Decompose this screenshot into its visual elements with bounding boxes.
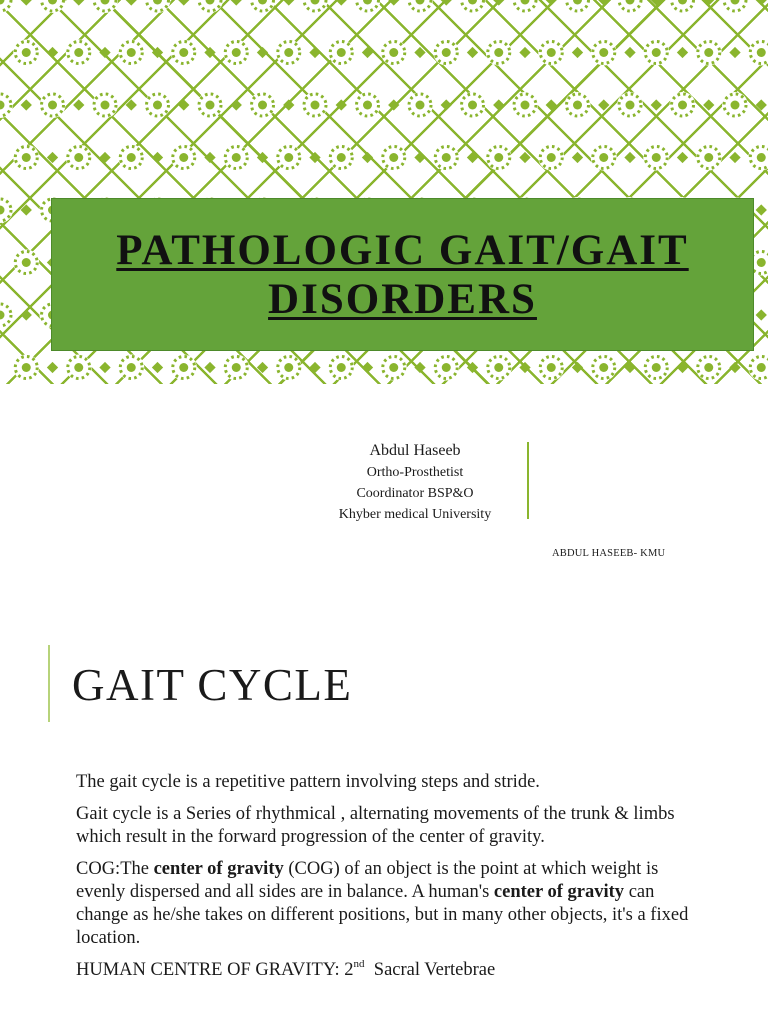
pattern-diamond [572,152,583,163]
pattern-diamond [651,0,662,6]
pattern-diamond [729,152,740,163]
paragraph-gait-series: Gait cycle is a Series of rhythmical , alternating movements of the trunk & limbs which result in the forward progression of the center of gravity. [76,804,675,847]
pattern-center-dot [284,363,293,372]
pattern-diamond [414,47,425,58]
pattern-diamond [756,99,767,110]
pattern-diamond [729,362,740,373]
pattern-center-dot [179,363,188,372]
pattern-center-dot [494,363,503,372]
pattern-diamond [624,152,635,163]
pattern-diamond [47,152,58,163]
pattern-center-dot [337,153,346,162]
pattern-diamond [152,362,163,373]
section-accent-rule [48,645,50,722]
pattern-center-dot [389,48,398,57]
pattern-diamond [99,47,110,58]
pattern-center-dot [284,48,293,57]
pattern-diamond [677,47,688,58]
pattern-diamond [231,0,242,6]
pattern-diamond [283,99,294,110]
pattern-center-dot [442,153,451,162]
pattern-center-dot [311,101,320,110]
pattern-center-dot [626,101,635,110]
pattern-diamond [178,99,189,110]
pattern-diamond [21,99,32,110]
pattern-center-dot [284,153,293,162]
pattern-diamond [677,152,688,163]
pattern-center-dot [232,363,241,372]
pattern-center-dot [494,48,503,57]
pattern-diamond [336,99,347,110]
pattern-diamond [21,204,32,215]
pattern-center-dot [74,363,83,372]
pattern-diamond [546,99,557,110]
pattern-diamond [519,362,530,373]
pattern-diamond [493,99,504,110]
pattern-diamond [257,152,268,163]
human-cog-suffix: Sacral Vertebrae [364,960,496,980]
pattern-diamond [47,47,58,58]
pattern-center-dot [179,48,188,57]
author-info [300,440,530,525]
pattern-center-dot [731,101,740,110]
pattern-diamond [624,362,635,373]
pattern-center-dot [599,48,608,57]
pattern-diamond [204,152,215,163]
pattern-center-dot [258,101,267,110]
pattern-center-dot [74,153,83,162]
pattern-diamond [467,152,478,163]
pattern-center-dot [757,153,766,162]
pattern-diamond [21,0,32,6]
pattern-center-dot [468,101,477,110]
pattern-center-dot [599,363,608,372]
pattern-center-dot [547,153,556,162]
pattern-center-dot [101,101,110,110]
pattern-center-dot [389,153,398,162]
pattern-center-dot [179,153,188,162]
pattern-center-dot [573,101,582,110]
pattern-diamond [519,47,530,58]
pattern-center-dot [363,101,372,110]
pattern-diamond [309,152,320,163]
pattern-diamond [414,152,425,163]
pattern-center-dot [232,153,241,162]
author-institution: Khyber medical University [338,507,492,522]
pattern-center-dot [22,258,31,267]
pattern-diamond [703,99,714,110]
pattern-diamond [152,47,163,58]
slide-footer: ABDUL HASEEB- KMU [552,548,666,559]
pattern-diamond [546,0,557,6]
pattern-center-dot [22,48,31,57]
pattern-center-dot [232,48,241,57]
pattern-diamond [414,362,425,373]
pattern-center-dot [521,101,530,110]
pattern-diamond [651,99,662,110]
pattern-center-dot [652,48,661,57]
pattern-center-dot [599,153,608,162]
paragraph-gait-definition: The gait cycle is a repetitive pattern involving steps and stride. [76,772,540,792]
pattern-diamond [231,99,242,110]
pattern-center-dot [757,258,766,267]
pattern-diamond [362,152,373,163]
pattern-diamond [204,47,215,58]
slide-title: PATHOLOGIC GAIT/GAIT DISORDERS [116,226,689,323]
pattern-diamond [624,47,635,58]
pattern-center-dot [127,363,136,372]
pattern-center-dot [337,48,346,57]
pattern-center-dot [547,363,556,372]
pattern-diamond [519,152,530,163]
human-cog-sup: nd [353,958,365,970]
pattern-diamond [388,99,399,110]
human-cog-prefix: HUMAN CENTRE OF GRAVITY: 2 [76,960,354,980]
pattern-diamond [703,0,714,6]
pattern-center-dot [127,48,136,57]
paragraph-cog [76,858,696,950]
pattern-diamond [21,309,32,320]
pattern-center-dot [652,363,661,372]
pattern-diamond [73,99,84,110]
pattern-diamond [73,0,84,6]
pattern-diamond [467,362,478,373]
pattern-diamond [467,47,478,58]
pattern-diamond [336,0,347,6]
pattern-diamond [362,362,373,373]
pattern-diamond [309,362,320,373]
pattern-diamond [572,47,583,58]
title-banner [51,198,754,351]
pattern-center-dot [757,363,766,372]
pattern-center-dot [153,101,162,110]
slide-body [76,771,696,991]
pattern-center-dot [389,363,398,372]
pattern-center-dot [704,363,713,372]
pattern-center-dot [704,48,713,57]
pattern-diamond [441,99,452,110]
pattern-center-dot [442,363,451,372]
pattern-diamond [756,0,767,6]
pattern-center-dot [757,48,766,57]
pattern-diamond [572,362,583,373]
pattern-diamond [598,99,609,110]
pattern-center-dot [127,153,136,162]
pattern-center-dot [22,153,31,162]
pattern-center-dot [206,101,215,110]
pattern-diamond [152,152,163,163]
cog-term-2: center of gravity [493,882,625,902]
pattern-diamond [204,362,215,373]
pattern-diamond [729,47,740,58]
pattern-diamond [178,0,189,6]
cog-term-1: center of gravity [153,859,284,879]
pattern-diamond [756,309,767,320]
paragraph-human-cog [76,959,696,982]
pattern-center-dot [494,153,503,162]
pattern-diamond [47,362,58,373]
pattern-diamond [99,362,110,373]
pattern-center-dot [678,101,687,110]
author-name: Abdul Haseeb [369,442,461,459]
cog-text-a: COG:The [76,859,154,879]
pattern-center-dot [704,153,713,162]
pattern-center-dot [416,101,425,110]
pattern-center-dot [547,48,556,57]
author-position: Coordinator BSP&O [356,486,474,501]
pattern-diamond [598,0,609,6]
pattern-diamond [257,362,268,373]
pattern-diamond [257,47,268,58]
pattern-diamond [388,0,399,6]
pattern-diamond [126,0,137,6]
pattern-diamond [362,47,373,58]
cog-text-c: (COG) of an object is the point at which weight is evenly dispersed and all sides are in balance. A human's [76,859,659,902]
author-divider [527,442,529,519]
pattern-diamond [441,0,452,6]
pattern-center-dot [74,48,83,57]
pattern-diamond [99,152,110,163]
cog-text-e: can change as he/she takes on different positions, but in many other objects, it's a fixed location. [76,882,689,948]
pattern-center-dot [337,363,346,372]
pattern-diamond [493,0,504,6]
pattern-diamond [756,204,767,215]
pattern-diamond [126,99,137,110]
pattern-diamond [677,362,688,373]
pattern-diamond [309,47,320,58]
pattern-center-dot [48,101,57,110]
pattern-center-dot [652,153,661,162]
author-role: Ortho-Prosthetist [366,465,464,480]
pattern-center-dot [442,48,451,57]
pattern-center-dot [22,363,31,372]
pattern-diamond [283,0,294,6]
section-heading: GAIT CYCLE [72,660,353,710]
